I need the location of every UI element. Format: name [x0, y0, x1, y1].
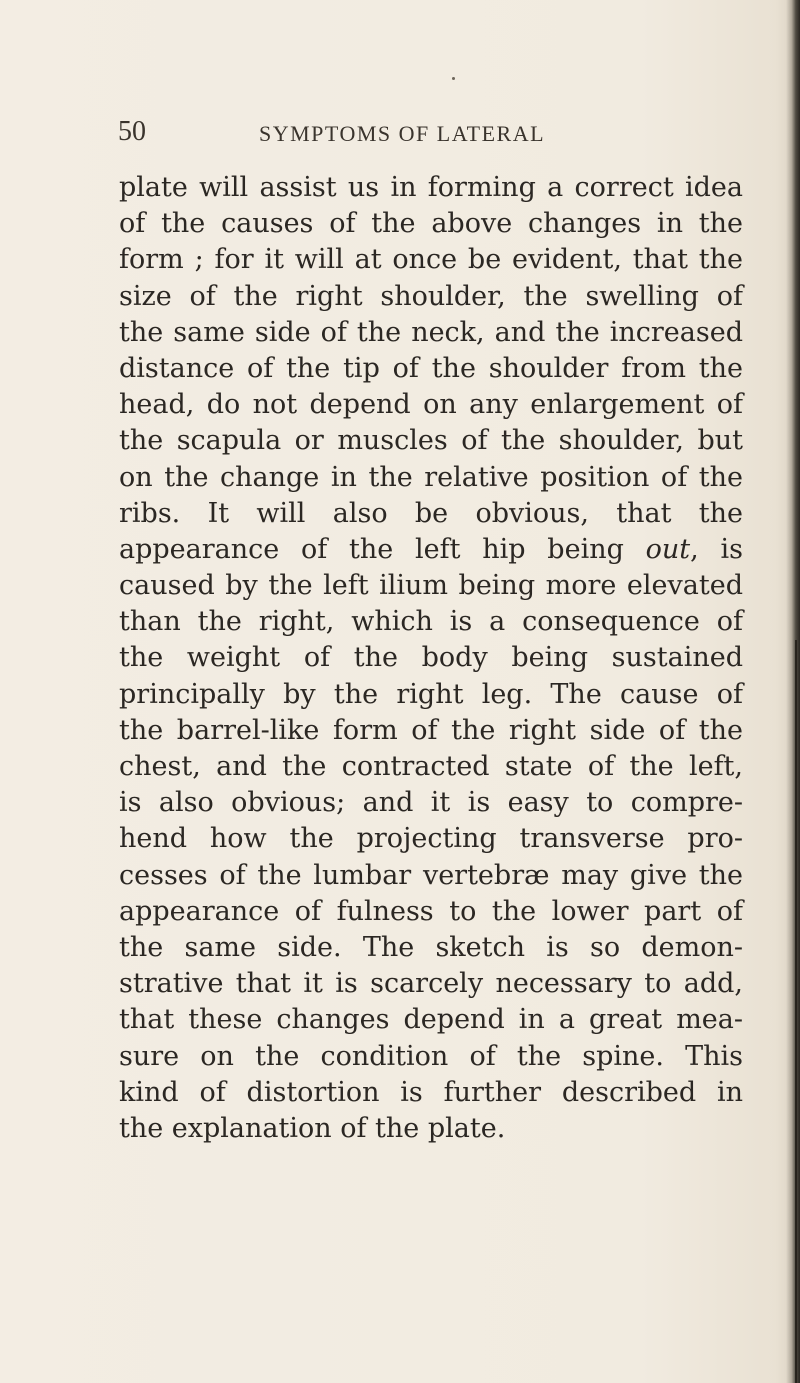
- text-line-16: the barrel-like form of the right side of the: [119, 714, 743, 746]
- running-head: SYMPTOMS OF LATERAL: [259, 121, 546, 146]
- text-line-5: the same side of the neck, and the increased: [119, 316, 743, 348]
- text-line-14: the weight of the body being sustained: [119, 642, 743, 674]
- text-line-11-start: appearance of the left hip being: [119, 533, 624, 565]
- ink-speck: [452, 77, 455, 80]
- text-line-19: hend how the projecting transverse pro-: [119, 823, 743, 855]
- text-line-11: [119, 532, 743, 568]
- text-line-2: of the causes of the above changes in the: [119, 208, 743, 240]
- text-line-25: sure on the condition of the spine. This: [119, 1040, 743, 1072]
- text-line-26: kind of distortion is further described in: [119, 1076, 743, 1108]
- text-line-27: the explanation of the plate.: [119, 1112, 506, 1144]
- page-number: 50: [118, 116, 146, 147]
- text-line-3: form ; for it will at once be evident, that the: [119, 244, 743, 276]
- italic-word: out: [645, 533, 691, 565]
- text-line-18: is also obvious; and it is easy to compre-: [119, 787, 743, 819]
- page-edge-shadow: [786, 0, 800, 1383]
- page-header: [118, 117, 738, 147]
- text-line-10: ribs. It will also be obvious, that the: [119, 497, 743, 529]
- text-line-24: that these changes depend in a great mea-: [119, 1004, 743, 1036]
- text-line-4: size of the right shoulder, the swelling of: [119, 280, 743, 312]
- text-line-8: the scapula or muscles of the shoulder, but: [119, 425, 743, 457]
- body-text: [119, 170, 743, 1147]
- page-edge-line: [795, 640, 797, 1383]
- text-line-9: on the change in the relative position of the: [119, 461, 743, 493]
- text-line-6: distance of the tip of the shoulder from the: [119, 352, 743, 384]
- text-line-21: appearance of fulness to the lower part of: [119, 895, 743, 927]
- text-line-12: caused by the left ilium being more elevated: [119, 570, 743, 602]
- text-line-13: than the right, which is a consequence of: [119, 606, 743, 638]
- text-line-15: principally by the right leg. The cause of: [119, 678, 743, 710]
- text-line-23: strative that it is scarcely necessary to add,: [119, 968, 743, 1000]
- text-line-1: plate will assist us in forming a correct idea: [119, 172, 743, 203]
- text-line-7: head, do not depend on any enlargement of: [119, 389, 743, 421]
- text-line-22: the same side. The sketch is so demon-: [119, 931, 743, 963]
- text-line-11-end: , is: [690, 533, 743, 565]
- text-line-20: cesses of the lumbar vertebræ may give the: [119, 859, 743, 891]
- text-line-17: chest, and the contracted state of the left,: [119, 751, 743, 782]
